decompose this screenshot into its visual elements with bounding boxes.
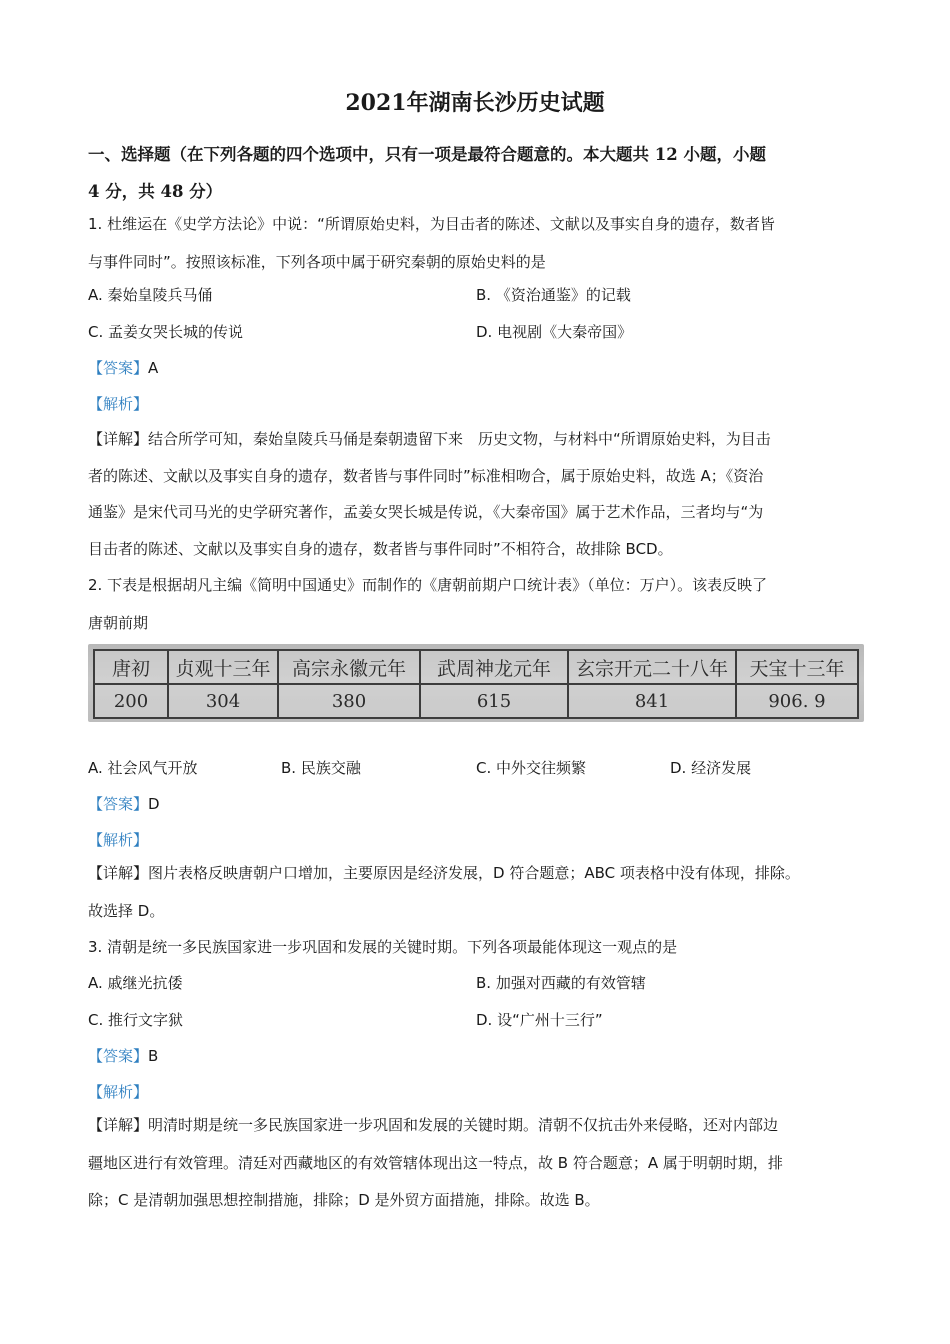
q1-stem-line-1: 1. 杜维运在《史学方法论》中说：“所谓原始史料，为目击者的陈述、文献以及事实自身的遗存，数者皆: [88, 215, 775, 233]
table-header-cell: 武周神龙元年: [420, 650, 568, 684]
table-header-cell: 玄宗开元二十八年: [568, 650, 736, 684]
q1-option-b: B. 《资治通鉴》的记载: [476, 286, 631, 304]
q1-answer: [88, 357, 878, 379]
q1-detail-line-4: 目击者的陈述、文献以及事实自身的遗存，数者皆与事件同时”不相符合，故排除 BCD。: [88, 540, 673, 558]
analysis-label: 【解析】: [88, 395, 149, 413]
q3-answer: [88, 1045, 878, 1067]
q1-answer-value: A: [148, 359, 159, 377]
q2-stem-line-1: 2. 下表是根据胡凡主编《简明中国通史》而制作的《唐朝前期户口统计表》（单位：万户）。该表反映了: [88, 576, 768, 594]
table-cell: 304: [168, 684, 278, 718]
q3-detail-line-1: [88, 1114, 878, 1136]
page-title: 2021年湖南长沙历史试题: [345, 90, 605, 116]
detail-label: 【详解】: [88, 1116, 149, 1134]
q3-option-d: D. 设“广州十三行”: [476, 1011, 603, 1029]
analysis-label: 【解析】: [88, 831, 149, 849]
analysis-label: 【解析】: [88, 1083, 149, 1101]
q3-answer-value: B: [148, 1047, 159, 1065]
table-header-cell: 贞观十三年: [168, 650, 278, 684]
table-header-cell: 唐初: [94, 650, 168, 684]
q2-option-c: C. 中外交往频繁: [476, 759, 587, 777]
table-header-cell: 天宝十三年: [736, 650, 858, 684]
table-header-row: [94, 650, 858, 684]
q1-detail-text-1: 结合所学可知，秦始皇陵兵马俑是秦朝遗留下来 历史文物，与材料中“所谓原始史料，为目击: [148, 430, 771, 448]
q3-option-b: B. 加强对西藏的有效管辖: [476, 974, 646, 992]
table-cell: 906. 9: [736, 684, 858, 718]
household-statistics-table-image: [88, 644, 864, 722]
q1-detail-line-3: 通鉴》是宋代司马光的史学研究著作，孟姜女哭长城是传说，《大秦帝国》属于艺术作品，三者均与“为: [88, 503, 764, 521]
q2-detail-text-1: 图片表格反映唐朝户口增加，主要原因是经济发展，D 符合题意；ABC 项表格中没有体现，排除。: [148, 864, 800, 882]
q3-stem-line-1: 3. 清朝是统一多民族国家进一步巩固和发展的关键时期。下列各项最能体现这一观点的是: [88, 938, 678, 956]
answer-label: 【答案】: [88, 1047, 149, 1065]
section-heading-line-1: 一、选择题（在下列各题的四个选项中，只有一项是最符合题意的。本大题共 12 小题，小题: [88, 145, 766, 164]
detail-label: 【详解】: [88, 864, 149, 882]
q3-detail-text-1: 明清时期是统一多民族国家进一步巩固和发展的关键时期。清朝不仅抗击外来侵略，还对内部边: [148, 1116, 779, 1134]
q3-analysis: [88, 1081, 878, 1103]
q2-answer: [88, 793, 878, 815]
q2-option-b: B. 民族交融: [281, 759, 361, 777]
q3-detail-line-3: 除；C 是清朝加强思想控制措施，排除；D 是外贸方面措施，排除。故选 B。: [88, 1191, 600, 1209]
q2-detail-line-2: 故选择 D。: [88, 902, 165, 920]
table-cell: 200: [94, 684, 168, 718]
table-cell: 615: [420, 684, 568, 718]
q1-option-c: C. 孟姜女哭长城的传说: [88, 323, 244, 341]
table-cell: 380: [278, 684, 420, 718]
q1-option-a: A. 秦始皇陵兵马俑: [88, 286, 213, 304]
q2-stem-line-2: 唐朝前期: [88, 614, 149, 632]
q2-detail-line-1: [88, 862, 878, 884]
q1-detail-line-1: [88, 428, 878, 450]
section-heading-line-2: 4 分，共 48 分）: [88, 182, 223, 201]
answer-label: 【答案】: [88, 795, 149, 813]
household-statistics-table: [93, 649, 859, 719]
q3-option-a: A. 戚继光抗倭: [88, 974, 183, 992]
q1-analysis: [88, 393, 878, 415]
detail-label: 【详解】: [88, 430, 149, 448]
q2-answer-value: D: [148, 795, 160, 813]
table-cell: 841: [568, 684, 736, 718]
q3-option-c: C. 推行文字狱: [88, 1011, 184, 1029]
q2-option-a: A. 社会风气开放: [88, 759, 198, 777]
table-row: [94, 684, 858, 718]
q2-analysis: [88, 829, 878, 851]
q2-option-d: D. 经济发展: [670, 759, 752, 777]
table-header-cell: 高宗永徽元年: [278, 650, 420, 684]
section-heading: [88, 136, 873, 210]
q3-detail-line-2: 疆地区进行有效管理。清廷对西藏地区的有效管辖体现出这一特点，故 B 符合题意；A 属于明朝时期，排: [88, 1154, 783, 1172]
q1-option-d: D. 电视剧《大秦帝国》: [476, 323, 633, 341]
answer-label: 【答案】: [88, 359, 149, 377]
q1-detail-line-2: 者的陈述、文献以及事实自身的遗存，数者皆与事件同时”标准相吻合，属于原始史料，故选 A；《资治: [88, 467, 764, 485]
q1-stem-line-2: 与事件同时”。按照该标准，下列各项中属于研究秦朝的原始史料的是: [88, 253, 546, 271]
